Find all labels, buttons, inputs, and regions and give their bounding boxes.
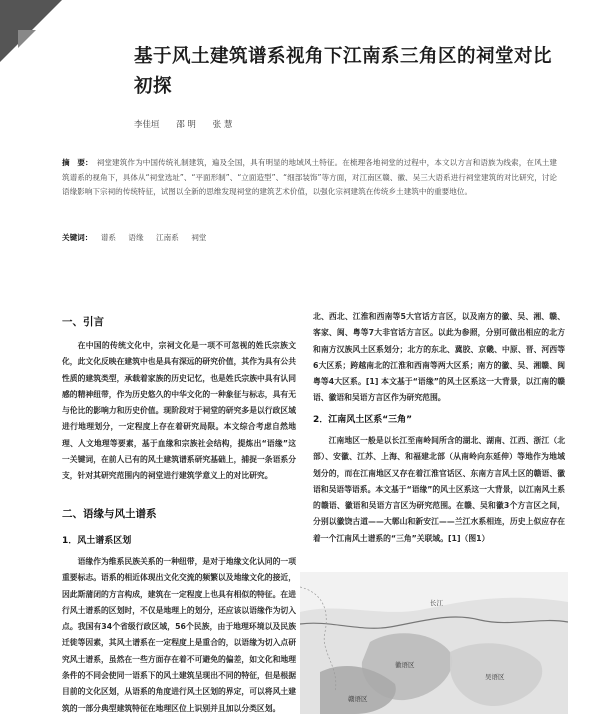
subsection-2-paragraph: 江南地区一般是以长江至南岭间所含的湖北、湖南、江西、浙江（北部）、安徽、江苏、上海、和福建北部（从南岭向东延伸）等地作为地域划分的，而在江南地区又存在着江淮官话区、东南方言风土区的赣语、徽语和吴语等语系。本文基于“语缘”的风土区系这一大背景，以江南风土系的赣语、徽语和吴语方言区为研究范围。在赣、吴和徽3个方言区之间，分别以徽饶古道——大鄣山和新安江——兰江水系相连，历史上似应存在着一个江南风土谱系的“三角”关联域。[1]（图1） [313,436,565,543]
intro-paragraph: 在中国的传统文化中，宗祠文化是一项不可忽视的姓氏宗族文化，此文化反映在建筑中也是具有深远的研究价值，其作为具有公共性质的建筑类型，承载着家族的历史记忆，也是姓氏宗族中具有认同感的精神纽带，作为历史悠久的中华文化的一种象征与标志，具有无与伦比的影响力和历史价值。现阶段对于祠堂的研究多是以行政区域进行地理划分，一定程度上存在着研究局限。本文综合考虑自然地理、人文地理等要素，基于血缘和宗族社会结构，提炼出“语缘”这一关键词，在前人已有的风土建筑谱系研究基础上，捕捉一条语系分支，针对其研究范围内的祠堂进行建筑学意义上的对比研究。 [62,341,296,481]
abstract-label: 摘 要： [62,158,93,167]
section-heading-intro: 一、引言 [62,316,104,328]
keyword-1: 谱系 [100,233,116,242]
keyword-4: 祠堂 [191,233,207,242]
keyword-3: 江南系 [156,233,179,242]
section-heading-2: 二、语缘与风土谱系 [62,508,157,520]
abstract [62,156,557,200]
map-label-wuyu: 吴语区 [485,673,505,681]
corner-decoration-inner [18,30,36,48]
subsection-heading-1: 1．风土谱系区划 [62,536,132,546]
map-label-huiyu: 徽语区 [395,661,415,669]
author-2: 邵 明 [176,120,196,130]
author-list [134,118,246,130]
subsection-1-paragraph: 语缘作为维系民族关系的一种纽带，是对于地缘文化认同的一项重要标志。语系的相近体现出文化交流的频繁以及地缘文化的接近，因此斯蒲闭的方言构成，建筑在一定程度上也具有相似的特征。在进行风土谱系的区划时，不仅是地理上的划分，还应该以语缘作为切入点。我国有34个省级行政区域，56个民族，由于地理环境以及民族迁徙等因素，其风土谱系在一定程度上是重合的，以语缘为切入点研究风土谱系，虽然在一些方面存在着不可避免的偏差，如文化和地理条件的不同会使同一语系下的风土建筑呈现出不同的特征，但是根据目前的文化区划，从语系的角度进行风土区划的界定，可以将风土建筑的一部分典型建筑特征在地理区位上识别并且加以分类区划。 [62,557,296,713]
keywords-label: 关键词： [62,233,93,242]
abstract-text: 祠堂建筑作为中国传统礼制建筑，遍及全国，具有明显的地域风土特征。在梳理各地祠堂的过程中，本文以方言和语族为线索，在风土建筑谱系的视角下，具体从“祠堂选址”、“平面形制”、“立面造型”、“细部装饰”等方面，对江南区赣、徽、吴三大语系进行祠堂建筑的对比研究，讨论语缘影响下宗祠的传统特征，试图以全新的思维发现祠堂的建筑艺术价值，以强化宗祠建筑在传统乡土建筑中的重要地位。 [62,158,558,197]
subsection-heading-2: 2．江南风土区系“三角” [313,415,413,425]
map-drawing [300,572,568,714]
author-3: 张 慧 [212,120,233,130]
article-title: 基于风土建筑谱系视角下江南系三角区的祠堂对比初探 [134,46,553,97]
map-label-ganyu: 赣语区 [348,695,368,703]
map-label-yangtze: 长江 [430,599,443,607]
author-1: 李佳垣 [134,120,160,130]
keyword-2: 语缘 [128,233,144,242]
region-map [300,572,568,714]
keywords [62,232,216,243]
column2-top-paragraph: 北、西北、江淮和西南等5大官话方言区，以及南方的徽、吴、湘、赣、客家、闽、粤等7大非官话方言区。以此为参照，分别可做出相应的北方和南方汉族风土区系划分；北方的东北、冀胶、京畿、中原、晋、河西等6大区系；跨越南北的江淮和西南等两大区系；南方的徽、吴、湘赣、闽粤等4大区系。[1] 本文基于“语缘”的风土区系这一大背景，以江南的赣语、徽语和吴语方言区作为研究范围。 [313,312,565,403]
